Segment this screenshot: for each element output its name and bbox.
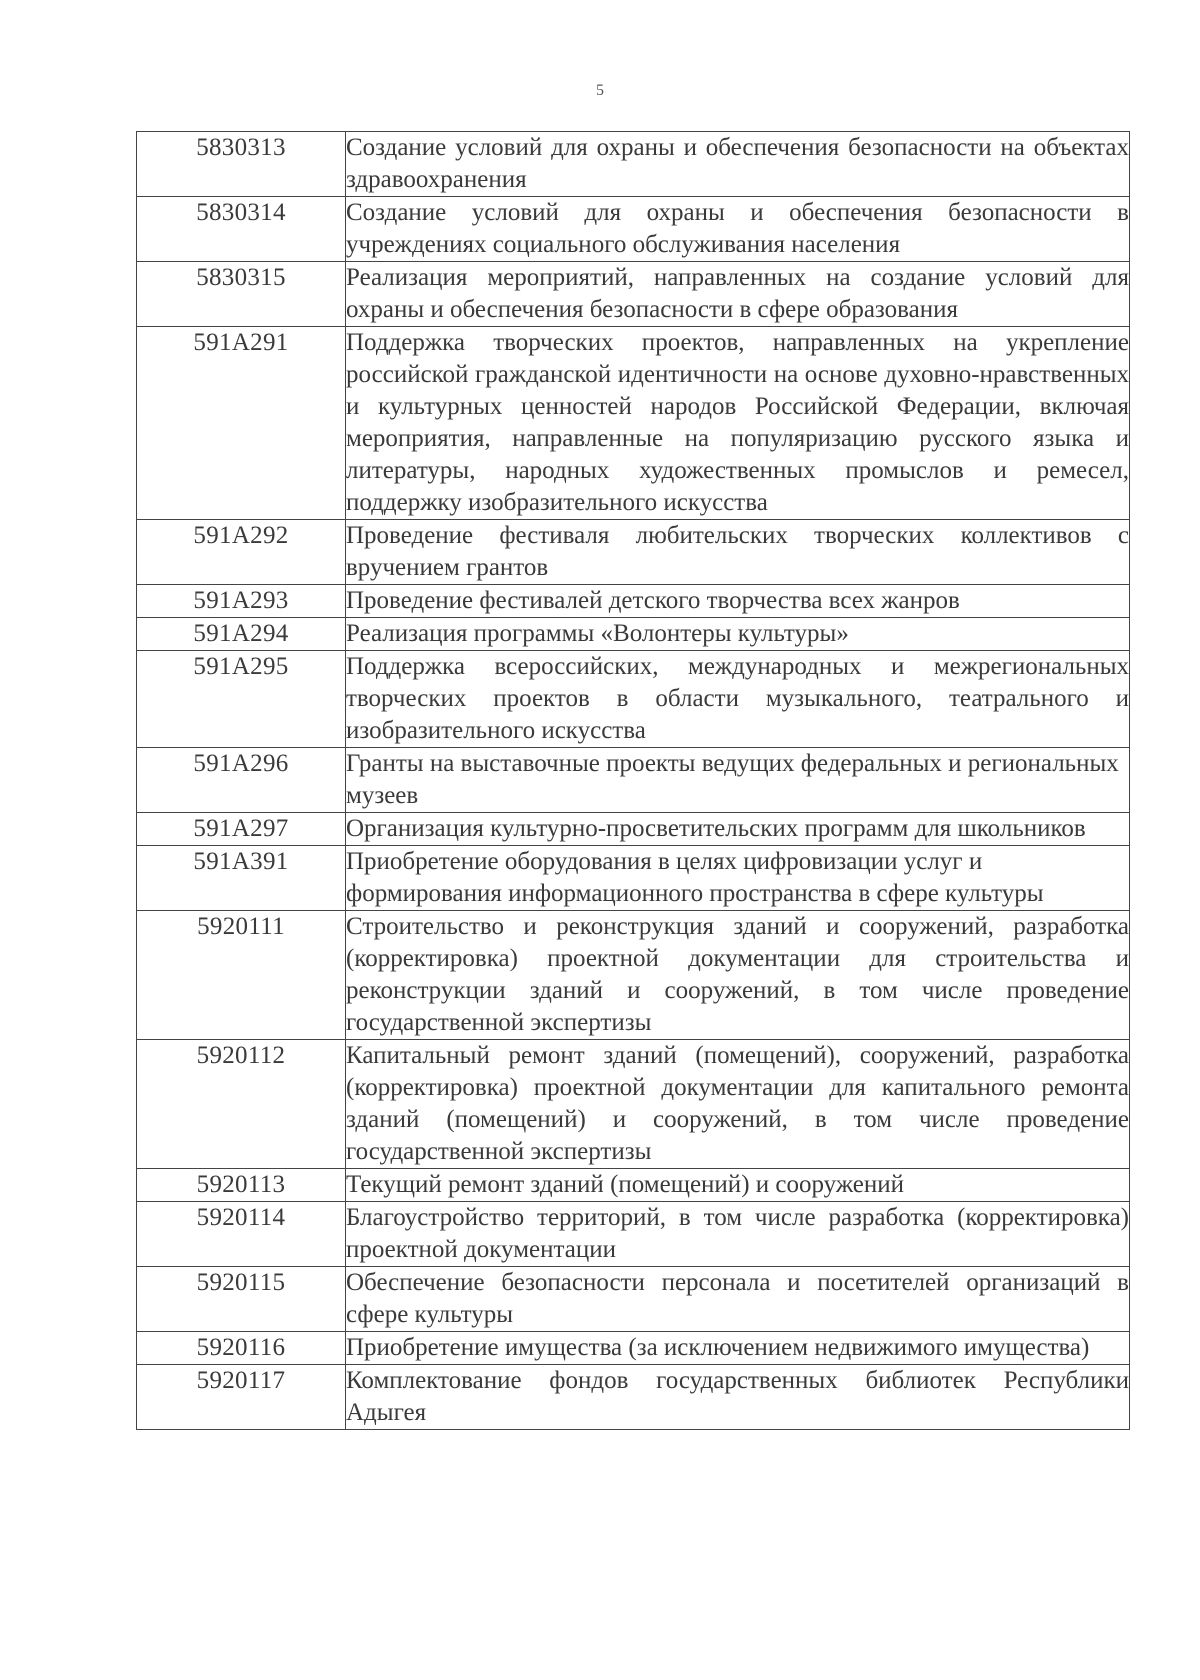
description-cell: Текущий ремонт зданий (помещений) и сооружений [346, 1169, 1130, 1202]
description-cell: Строительство и реконструкция зданий и сооружений, разработка (корректировка) проектной документации для строительства и реконструкции зданий и сооружений, в том числе проведение государственной экспертизы [346, 911, 1130, 1040]
code-cell: 591А295 [137, 651, 346, 748]
code-cell: 5830315 [137, 262, 346, 327]
page-number: 5 [596, 82, 604, 99]
code-cell: 5920113 [137, 1169, 346, 1202]
table-row [137, 911, 1130, 1040]
code-cell: 591А291 [137, 327, 346, 520]
table-row [137, 651, 1130, 748]
table-row [137, 1332, 1130, 1365]
description-cell: Капитальный ремонт зданий (помещений), сооружений, разработка (корректировка) проектной документации для капитального ремонта зданий (помещений) и сооружений, в том числе проведение государственной экспертизы [346, 1040, 1130, 1169]
description-cell: Реализация мероприятий, направленных на создание условий для охраны и обеспечения безопасности в сфере образования [346, 262, 1130, 327]
table-row [137, 520, 1130, 585]
table-row [137, 618, 1130, 651]
description-cell: Приобретение имущества (за исключением недвижимого имущества) [346, 1332, 1130, 1365]
codes-table [136, 131, 1130, 1430]
code-cell: 591А296 [137, 748, 346, 813]
description-cell: Поддержка всероссийских, международных и межрегиональных творческих проектов в области музыкального, театрального и изобразительного искусства [346, 651, 1130, 748]
description-cell: Приобретение оборудования в целях цифровизации услуг и формирования информационного пространства в сфере культуры [346, 846, 1130, 911]
table-row [137, 262, 1130, 327]
description-cell: Создание условий для охраны и обеспечения безопасности в учреждениях социального обслуживания населения [346, 197, 1130, 262]
code-cell: 591А391 [137, 846, 346, 911]
code-cell: 5920115 [137, 1267, 346, 1332]
code-cell: 5920114 [137, 1202, 346, 1267]
code-cell: 5920112 [137, 1040, 346, 1169]
table-row [137, 748, 1130, 813]
table-row [137, 1365, 1130, 1430]
table-row [137, 1169, 1130, 1202]
code-cell: 591А293 [137, 585, 346, 618]
table-row [137, 197, 1130, 262]
table-row [137, 132, 1130, 197]
description-cell: Создание условий для охраны и обеспечения безопасности на объектах здравоохранения [346, 132, 1130, 197]
table-row [137, 846, 1130, 911]
table-row [137, 1267, 1130, 1332]
table-row [137, 585, 1130, 618]
description-cell: Гранты на выставочные проекты ведущих федеральных и региональных музеев [346, 748, 1130, 813]
code-cell: 5920117 [137, 1365, 346, 1430]
code-cell: 591А292 [137, 520, 346, 585]
table-row [137, 1202, 1130, 1267]
description-cell: Комплектование фондов государственных библиотек Республики Адыгея [346, 1365, 1130, 1430]
table-row [137, 1040, 1130, 1169]
description-cell: Организация культурно-просветительских программ для школьников [346, 813, 1130, 846]
description-cell: Обеспечение безопасности персонала и посетителей организаций в сфере культуры [346, 1267, 1130, 1332]
code-cell: 5920116 [137, 1332, 346, 1365]
code-cell: 5830314 [137, 197, 346, 262]
description-cell: Проведение фестиваля любительских творческих коллективов с вручением грантов [346, 520, 1130, 585]
description-cell: Проведение фестивалей детского творчества всех жанров [346, 585, 1130, 618]
code-cell: 591А297 [137, 813, 346, 846]
code-cell: 5830313 [137, 132, 346, 197]
table-row [137, 327, 1130, 520]
description-cell: Благоустройство территорий, в том числе разработка (корректировка) проектной документации [346, 1202, 1130, 1267]
code-cell: 591А294 [137, 618, 346, 651]
code-cell: 5920111 [137, 911, 346, 1040]
description-cell: Поддержка творческих проектов, направленных на укрепление российской гражданской идентичности на основе духовно-нравственных и культурных ценностей народов Российской Федерации, включая мероприятия, направленные на популяризацию русского языка и литературы, народных художественных промыслов и ремесел, поддержку изобразительного искусства [346, 327, 1130, 520]
table-row [137, 813, 1130, 846]
description-cell: Реализация программы «Волонтеры культуры» [346, 618, 1130, 651]
